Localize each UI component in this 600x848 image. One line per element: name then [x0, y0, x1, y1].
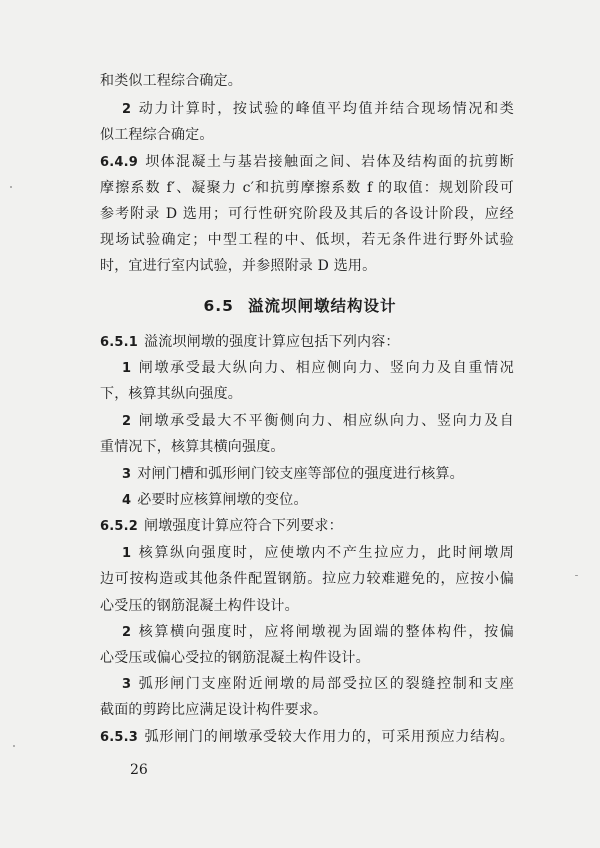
section-number: 6.5	[203, 297, 234, 315]
item-number: 3	[122, 677, 132, 692]
text-line: 心受压的钢筋混凝土构件设计。	[100, 598, 299, 614]
list-item: 4 必要时应核算闸墩的变位。	[122, 492, 308, 508]
list-item: 1 闸墩承受最大纵向力、相应侧向力、竖向力及自重情况	[122, 360, 514, 376]
list-item: 2 核算横向强度时，应将闸墩视为固端的整体构件，按偏	[122, 624, 514, 640]
item-number: 3	[122, 467, 132, 482]
clause-line: 6.5.2 闸墩强度计算应符合下列要求：	[100, 518, 343, 534]
item-number: 1	[122, 546, 132, 561]
scan-speck	[575, 575, 578, 576]
text-line: 似工程综合确定。	[100, 127, 214, 143]
item-number: 2	[122, 102, 132, 117]
list-item: 2 动力计算时，按试验的峰值平均值并结合现场情况和类	[122, 101, 514, 117]
text-line: 截面的剪跨比应满足设计构件要求。	[100, 702, 328, 718]
section-heading	[0, 294, 600, 316]
list-item: 3 弧形闸门支座附近闸墩的局部受拉区的裂缝控制和支座	[122, 676, 514, 692]
text-line: 下，核算其纵向强度。	[100, 386, 242, 402]
list-item: 1 核算纵向强度时，应使墩内不产生拉应力，此时闸墩周	[122, 545, 514, 561]
text-line: 摩擦系数 f′、凝聚力 c′和抗剪摩擦系数 f 的取值：规划阶段可	[100, 180, 514, 196]
text-line: 参考附录 D 选用；可行性研究阶段及其后的各设计阶段，应经	[100, 206, 514, 222]
clause-line: 6.5.3 弧形闸门的闸墩承受较大作用力的，可采用预应力结构。	[100, 729, 514, 745]
clause-number: 6.5.3	[100, 730, 139, 745]
item-number: 2	[122, 414, 132, 429]
clause-line: 6.4.9 坝体混凝土与基岩接触面之间、岩体及结构面的抗剪断	[100, 154, 514, 170]
text-line: 现场试验确定；中型工程的中、低坝，若无条件进行野外试验	[100, 232, 514, 248]
clause-line: 6.5.1 溢流坝闸墩的强度计算应包括下列内容：	[100, 334, 400, 350]
item-number: 1	[122, 361, 132, 376]
scan-speck	[13, 745, 15, 747]
page-number: 26	[130, 762, 148, 778]
list-item: 3 对闸门槽和弧形闸门铰支座等部位的强度进行核算。	[122, 466, 464, 482]
section-title: 溢流坝闸墩结构设计	[247, 297, 397, 315]
text-line: 边可按构造或其他条件配置钢筋。拉应力较难避免的，应按小偏	[100, 571, 514, 587]
text-line: 重情况下，核算其横向强度。	[100, 439, 285, 455]
scan-speck	[10, 186, 12, 188]
clause-number: 6.5.2	[100, 519, 139, 534]
item-number: 2	[122, 625, 132, 640]
clause-number: 6.5.1	[100, 335, 139, 350]
text-line: 时，宜进行室内试验，并参照附录 D 选用。	[100, 258, 377, 274]
text-line: 和类似工程综合确定。	[100, 73, 242, 89]
list-item: 2 闸墩承受最大不平衡侧向力、相应纵向力、竖向力及自	[122, 413, 514, 429]
item-number: 4	[122, 493, 132, 508]
clause-number: 6.4.9	[100, 155, 139, 170]
text-line: 心受压或偏心受拉的钢筋混凝土构件设计。	[100, 650, 370, 666]
